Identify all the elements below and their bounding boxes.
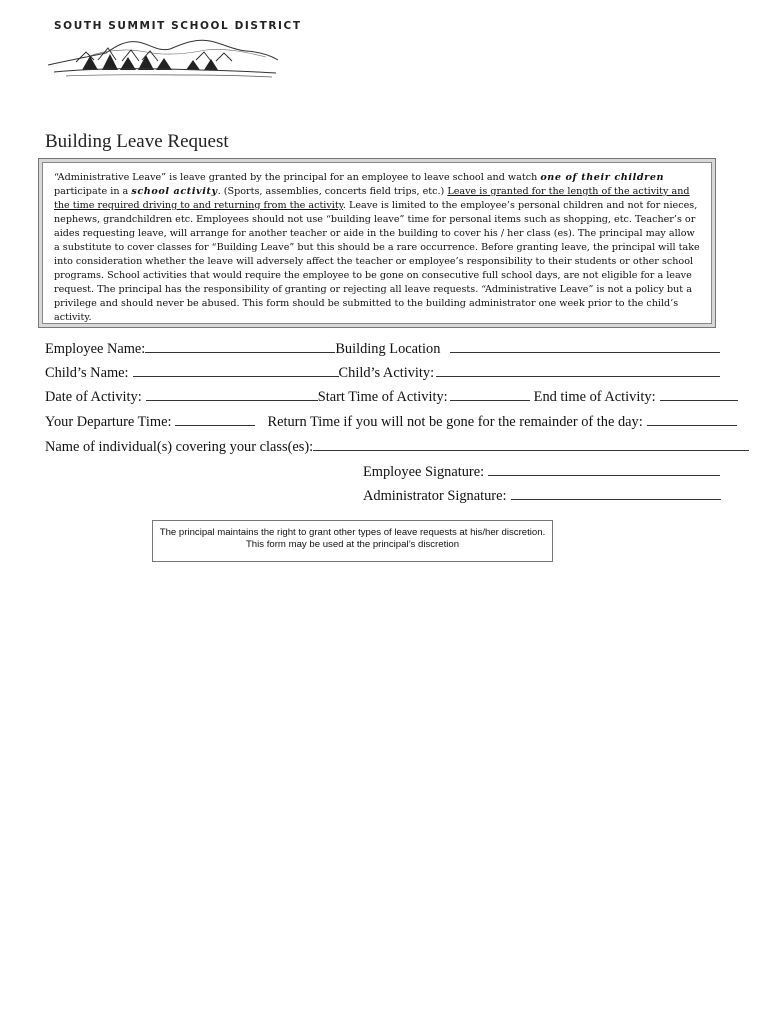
notice-text-segment: . (Sports, assemblies, concerts field trips, etc.) bbox=[217, 186, 448, 197]
employee-signature-label: Employee Signature: bbox=[363, 464, 485, 480]
discretion-note bbox=[152, 520, 553, 562]
departure-time-label: Your Departure Time: bbox=[45, 414, 172, 430]
employee-signature-row bbox=[363, 463, 720, 481]
form-title: Building Leave Request bbox=[45, 131, 229, 152]
notice-text-segment: “Administrative Leave” is leave granted by the principal for an employee to leave school and watch bbox=[54, 172, 541, 183]
departure-time-input[interactable] bbox=[175, 413, 255, 426]
notice-text bbox=[42, 162, 712, 324]
employee-signature-input[interactable] bbox=[488, 463, 720, 476]
mountain-trees-landscape-icon bbox=[46, 30, 282, 80]
start-time-input[interactable] bbox=[450, 388, 530, 401]
building-location-label: Building Location bbox=[335, 341, 441, 357]
district-name: SOUTH SUMMIT SCHOOL DISTRICT bbox=[54, 20, 302, 32]
return-time-input[interactable] bbox=[647, 413, 737, 426]
notice-text-segment: participate in a bbox=[54, 186, 132, 197]
building-location-input[interactable] bbox=[450, 340, 720, 353]
discretion-note-line2: This form may be used at the principal’s discretion bbox=[245, 539, 460, 550]
childs-activity-label: Child’s Activity: bbox=[338, 365, 435, 381]
end-time-input[interactable] bbox=[660, 388, 738, 401]
discretion-note-line1: The principal maintains the right to grant other types of leave requests at his/her discretion. bbox=[159, 527, 546, 538]
notice-emphasis-activity: school activity bbox=[131, 186, 218, 197]
start-time-label: Start Time of Activity: bbox=[317, 389, 448, 405]
childs-name-input[interactable] bbox=[133, 364, 339, 377]
employee-name-row bbox=[45, 340, 720, 358]
employee-name-input[interactable] bbox=[145, 340, 335, 353]
date-of-activity-label: Date of Activity: bbox=[45, 389, 142, 405]
notice-emphasis-children: one of their children bbox=[540, 172, 665, 183]
administrator-signature-input[interactable] bbox=[511, 487, 721, 500]
administrator-signature-label: Administrator Signature: bbox=[363, 488, 507, 504]
return-time-label: Return Time if you will not be gone for the remainder of the day: bbox=[267, 414, 643, 430]
covering-input[interactable] bbox=[313, 438, 749, 451]
childs-activity-input[interactable] bbox=[436, 364, 720, 377]
covering-label: Name of individual(s) covering your class(es): bbox=[45, 439, 314, 455]
employee-name-label: Employee Name: bbox=[45, 341, 146, 357]
childs-name-row bbox=[45, 364, 720, 382]
activity-date-time-row bbox=[45, 388, 738, 406]
leave-policy-notice bbox=[38, 158, 716, 328]
notice-underlined-rule: Leave is granted for the length of the activity and the time required driving to and returning from the activity bbox=[54, 186, 690, 211]
covering-row bbox=[45, 438, 749, 456]
administrator-signature-row bbox=[363, 487, 721, 505]
date-of-activity-input[interactable] bbox=[146, 388, 318, 401]
childs-name-label: Child’s Name: bbox=[45, 365, 129, 381]
end-time-label: End time of Activity: bbox=[533, 389, 656, 405]
notice-text-segment: . Leave is limited to the employee’s personal children and not for nieces, nephews, grandchildren etc. Employees should not use “building leave” time for personal items such as shopping, etc. Teacher’s or aides requesting leave, will arrange for another teacher or aide in the building to cover his / her class (es). The principal may allow a substitute to cover classes for “Building Leave” but this should be a rare occurrence. Before granting leave, the principal will take into consideration whether the leave will adversely affect the teacher or employee’s responsibility to their students or other school programs. School activities that would require the employee to be gone on consecutive full school days, are not eligible for a leave request. The principal has the responsibility of granting or rejecting all leave requests. “Administrative Leave” is not a policy but a privilege and should never be abused. This form should be submitted to the building administrator one week prior to the child’s activity. bbox=[54, 200, 700, 323]
departure-return-row bbox=[45, 413, 737, 431]
